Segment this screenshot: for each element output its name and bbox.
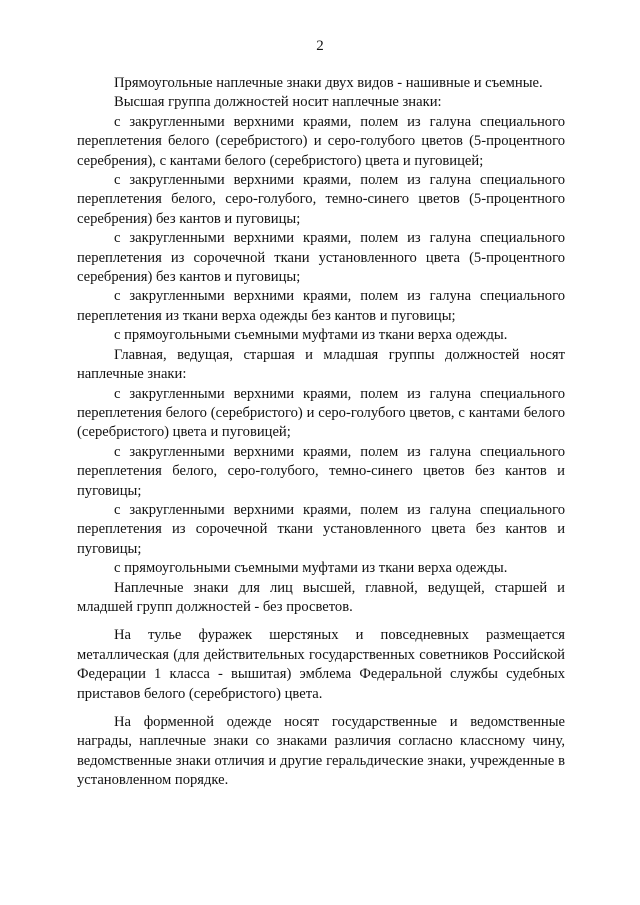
paragraph-no-stripes: Наплечные знаки для лиц высшей, главной, ведущей, старшей и младшей групп должностей - без просветов.	[77, 579, 565, 615]
paragraph-other-groups-item-2: с закругленными верхними краями, полем из галуна специального переплетения белого, серо-голубого, темно-синего цветов без кантов и пуговицы;	[77, 443, 565, 499]
paragraph-highest-group-item-3: с закругленными верхними краями, полем из галуна специального переплетения из сорочечной ткани установленного цвета (5-процентного серебрения) без кантов и пуговицы;	[77, 230, 565, 286]
paragraph-highest-group-item-2: с закругленными верхними краями, полем из галуна специального переплетения белого, серо-голубого, темно-синего цветов (5-процентного серебрения) без кантов и пуговицы;	[77, 172, 565, 227]
paragraph-other-groups-item-1: с закругленными верхними краями, полем из галуна специального переплетения белого (серебристого) и серо-голубого цветов, с кантами белого (серебристого) цвета и пуговицей;	[77, 385, 565, 441]
paragraph-other-groups-intro: Главная, ведущая, старшая и младшая группы должностей носят наплечные знаки:	[77, 346, 565, 383]
paragraph-highest-group-item-5: с прямоугольными съемными муфтами из ткани верха одежды.	[114, 327, 508, 344]
paragraph-highest-group-intro: Высшая группа должностей носит наплечные знаки:	[114, 94, 442, 111]
paragraph-highest-group-item-4: с закругленными верхними краями, полем из галуна специального переплетения из ткани верха одежды без кантов и пуговицы;	[77, 288, 565, 324]
page-number: 2	[316, 38, 324, 54]
paragraph-other-groups-item-4: с прямоугольными съемными муфтами из ткани верха одежды.	[114, 560, 508, 577]
document-body	[77, 74, 565, 791]
paragraph-cap-emblem: На тулье фуражек шерстяных и повседневных размещается металлическая (для действительных государственных советников Российской Федерации 1 класса - вышитая) эмблема Федеральной службы судебных приставов белого (серебристого) цвета.	[77, 627, 565, 702]
paragraph-other-groups-item-3: с закругленными верхними краями, полем из галуна специального переплетения из сорочечной ткани установленного цвета без кантов и пуговицы;	[77, 501, 565, 557]
paragraph-uniform-awards: На форменной одежде носят государственные и ведомственные награды, наплечные знаки со знаками различия согласно классному чину, ведомственные знаки отличия и другие геральдические знаки, учрежденные в установленном порядке.	[77, 714, 565, 789]
paragraph-highest-group-item-1: с закругленными верхними краями, полем из галуна специального переплетения белого (серебристого) и серо-голубого цветов (5-процентного серебрения), с кантами белого (серебристого) цвета и пуговицей;	[77, 113, 565, 169]
paragraph-shoulder-insignia-types: Прямоугольные наплечные знаки двух видов - нашивные и съемные.	[114, 75, 543, 91]
